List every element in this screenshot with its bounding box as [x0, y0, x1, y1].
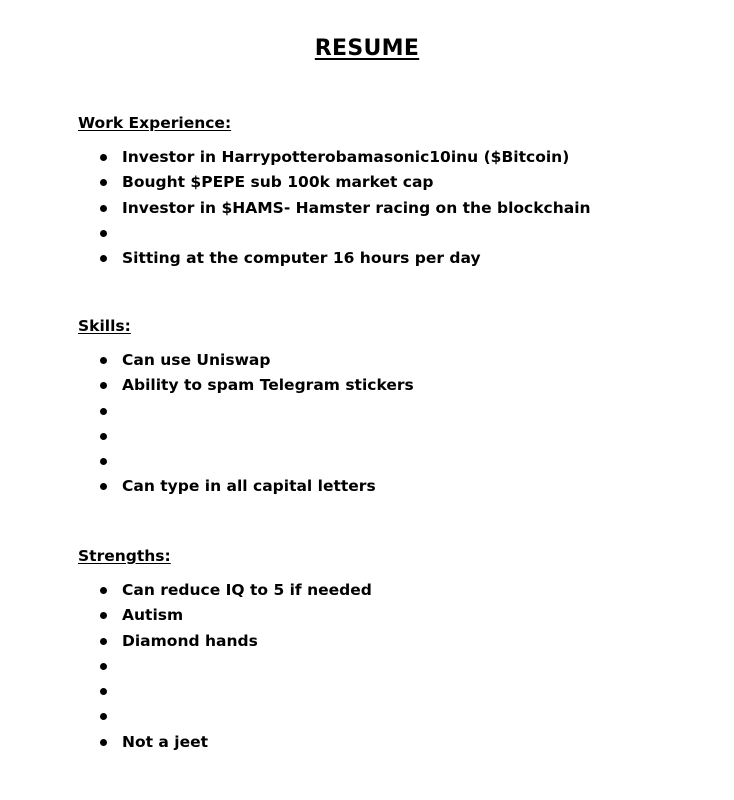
list-item [78, 629, 698, 654]
bullet-icon [100, 688, 107, 695]
section-heading: Strengths: [78, 547, 171, 565]
list-item [78, 654, 698, 679]
list-item-text: Investor in $HAMS- Hamster racing on the blockchain [122, 198, 591, 217]
bullet-icon [100, 408, 107, 415]
list-item-text: Can type in all capital letters [122, 477, 376, 496]
bullet-icon [100, 179, 107, 186]
list-item [78, 373, 698, 398]
bullet-list [78, 348, 698, 500]
bullet-icon [100, 357, 107, 364]
bullet-icon [100, 739, 107, 746]
bullet-icon [100, 663, 107, 670]
list-item-text: Autism [122, 606, 184, 625]
bullet-list [78, 145, 698, 271]
list-item [78, 196, 698, 221]
bullet-icon [100, 587, 107, 594]
bullet-list [78, 578, 698, 755]
list-item-text: Diamond hands [122, 631, 258, 650]
section-heading: Work Experience: [78, 114, 232, 132]
bullet-icon [100, 230, 107, 237]
list-item [78, 730, 698, 755]
list-item-text: Can use Uniswap [122, 351, 271, 369]
bullet-icon [100, 483, 107, 490]
list-item-text: Can reduce IQ to 5 if needed [122, 581, 372, 599]
bullet-icon [100, 433, 107, 440]
list-item [78, 170, 698, 195]
section-strengths [78, 545, 698, 755]
list-item [78, 449, 698, 474]
bullet-icon [100, 638, 107, 645]
bullet-icon [100, 154, 107, 161]
list-item [78, 399, 698, 424]
list-item [78, 348, 698, 373]
bullet-icon [100, 255, 107, 262]
list-item-text: Not a jeet [122, 732, 209, 751]
bullet-icon [100, 382, 107, 389]
list-item-text: Bought $PEPE sub 100k market cap [122, 173, 434, 192]
list-item-text: Ability to spam Telegram stickers [122, 376, 414, 395]
list-item [78, 679, 698, 704]
bullet-icon [100, 458, 107, 465]
list-item [78, 603, 698, 628]
list-item-text: Investor in Harrypotterobamasonic10inu ($Bitcoin) [122, 148, 570, 166]
document-title: RESUME [314, 36, 420, 61]
list-item [78, 578, 698, 603]
list-item [78, 704, 698, 729]
list-item [78, 246, 698, 271]
bullet-icon [100, 612, 107, 619]
section-skills [78, 315, 698, 500]
section-heading: Skills: [78, 317, 131, 335]
list-item [78, 424, 698, 449]
list-item-text: Sitting at the computer 16 hours per day [122, 249, 481, 268]
list-item [78, 221, 698, 246]
section-work-experience [78, 112, 698, 271]
list-item [78, 474, 698, 499]
bullet-icon [100, 713, 107, 720]
list-item [78, 145, 698, 170]
bullet-icon [100, 205, 107, 212]
